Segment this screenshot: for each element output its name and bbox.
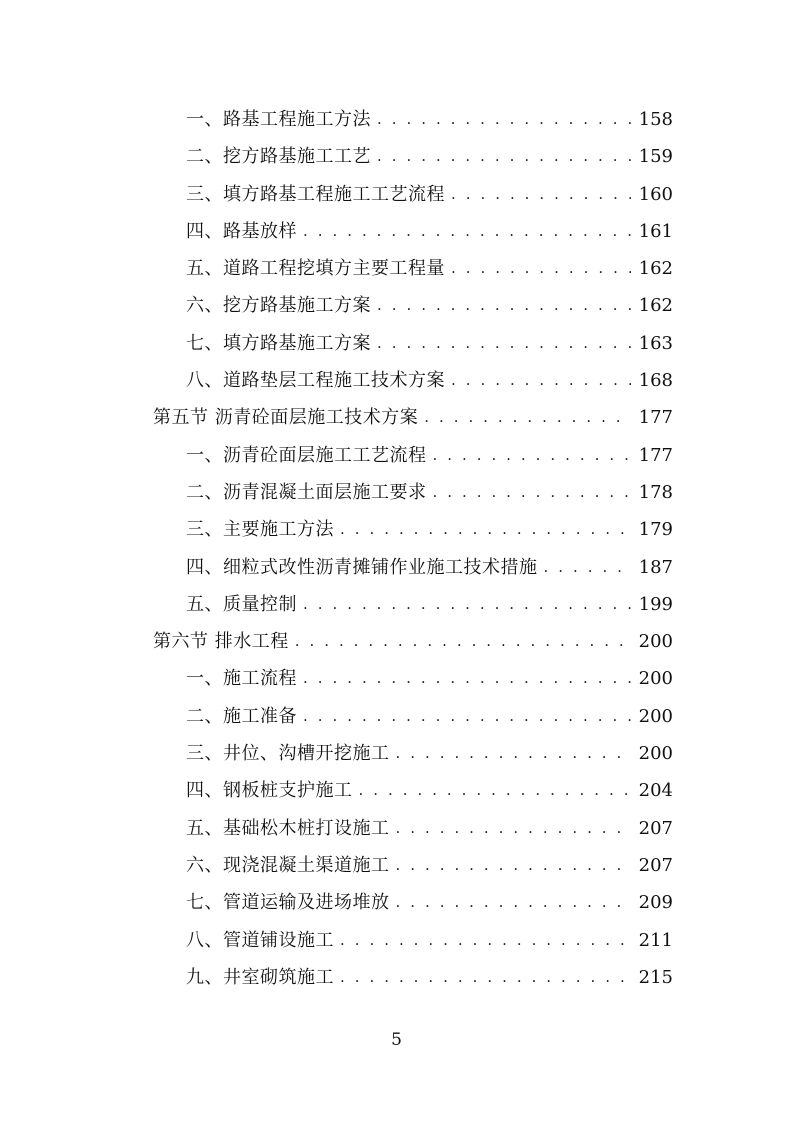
toc-entry-label: 四、细粒式改性沥青摊铺作业施工技术措施 (186, 556, 538, 578)
dot-leader (303, 698, 631, 735)
toc-entry[interactable] (0, 287, 793, 324)
toc-entry-page: 177 (638, 407, 673, 429)
toc-entry[interactable] (0, 325, 793, 362)
dot-leader (377, 138, 631, 175)
toc-entry[interactable] (0, 511, 793, 548)
toc-entry[interactable] (0, 176, 793, 213)
toc-entry-label: 九、井室砌筑施工 (186, 966, 334, 988)
toc-entry-label: 七、管道运输及进场堆放 (186, 892, 390, 914)
dot-leader (303, 586, 631, 623)
dot-leader (424, 399, 631, 436)
toc-entry[interactable] (0, 213, 793, 250)
dot-leader (451, 250, 631, 287)
toc-entry-label: 八、道路垫层工程施工技术方案 (186, 370, 445, 392)
toc-entry[interactable] (0, 698, 793, 735)
toc-entry[interactable] (0, 138, 793, 175)
toc-entry-label: 八、管道铺设施工 (186, 929, 334, 951)
toc-entry-label: 第五节 沥青砼面层施工技术方案 (153, 407, 419, 429)
dot-leader (451, 362, 631, 399)
toc-entry-label: 六、挖方路基施工方案 (186, 295, 371, 317)
toc-entry-label: 一、路基工程施工方法 (186, 109, 371, 130)
toc-entry-page: 207 (638, 854, 673, 876)
toc-entry-page: 200 (638, 631, 673, 653)
toc-entry-page: 204 (638, 780, 673, 802)
toc-entry[interactable] (0, 772, 793, 809)
toc-entry-page: 160 (638, 183, 673, 205)
toc-entry-label: 第六节 排水工程 (153, 631, 289, 653)
dot-leader (433, 437, 632, 474)
toc-entry[interactable] (0, 884, 793, 921)
toc-entry[interactable] (0, 847, 793, 884)
toc-section-entry[interactable] (0, 399, 793, 436)
toc-entry-label: 三、填方路基工程施工工艺流程 (186, 183, 445, 205)
toc-entry-label: 七、填方路基施工方案 (186, 332, 371, 354)
toc-entry-page: 159 (638, 146, 673, 168)
toc-entry-page: 161 (638, 220, 673, 242)
toc-entry[interactable] (0, 437, 793, 474)
dot-leader (359, 772, 632, 809)
dot-leader (433, 474, 632, 511)
toc-entry-label: 三、井位、沟槽开挖施工 (186, 743, 390, 765)
dot-leader (451, 176, 631, 213)
toc-entry-page: 187 (638, 556, 673, 578)
toc-entry-page: 200 (638, 705, 673, 727)
dot-leader (544, 549, 632, 586)
toc-entry-label: 五、质量控制 (186, 593, 297, 615)
toc-entry[interactable] (0, 362, 793, 399)
page-number: 5 (391, 1030, 402, 1050)
toc-entry-page: 199 (638, 593, 673, 615)
toc-entry-page: 163 (638, 332, 673, 354)
toc-entry-page: 179 (638, 519, 673, 541)
toc-entry-label: 四、路基放样 (186, 220, 297, 242)
toc-entry-label: 四、钢板桩支护施工 (186, 780, 353, 802)
toc-entry[interactable] (0, 922, 793, 959)
toc-entry-page: 168 (638, 370, 673, 392)
toc-entry-page: 209 (638, 892, 673, 914)
dot-leader (303, 213, 631, 250)
toc-entry-label: 三、主要施工方法 (186, 519, 334, 541)
toc-entry-label: 二、挖方路基施工工艺 (186, 146, 371, 168)
toc-entry-page: 162 (638, 295, 673, 317)
toc-entry-label: 五、道路工程挖填方主要工程量 (186, 258, 445, 280)
toc-entry[interactable] (0, 549, 793, 586)
dot-leader (396, 847, 632, 884)
toc-entry-label: 二、施工准备 (186, 705, 297, 727)
toc-entry-page: 158 (638, 109, 673, 130)
toc-entry-page: 178 (638, 481, 673, 503)
dot-leader (396, 884, 632, 921)
dot-leader (340, 511, 631, 548)
toc-section-entry[interactable] (0, 623, 793, 660)
toc-entry[interactable] (0, 586, 793, 623)
dot-leader (396, 810, 632, 847)
toc-entry-label: 五、基础松木桩打设施工 (186, 817, 390, 839)
toc-entry[interactable] (0, 735, 793, 772)
toc-entry-page: 162 (638, 258, 673, 280)
dot-leader (377, 101, 631, 138)
dot-leader (396, 735, 632, 772)
toc-entry-page: 207 (638, 817, 673, 839)
toc-entry-label: 二、沥青混凝土面层施工要求 (186, 481, 427, 503)
dot-leader (377, 287, 631, 324)
dot-leader (303, 660, 631, 697)
dot-leader (340, 922, 631, 959)
toc-entry-label: 一、施工流程 (186, 668, 297, 690)
toc-entry-label: 六、现浇混凝土渠道施工 (186, 854, 390, 876)
toc-entry[interactable] (0, 959, 793, 996)
toc-entry-page: 177 (638, 444, 673, 466)
toc-entry[interactable] (0, 101, 793, 138)
toc-entry[interactable] (0, 250, 793, 287)
toc-entry[interactable] (0, 660, 793, 697)
toc-entry[interactable] (0, 474, 793, 511)
toc-entry-page: 215 (638, 966, 673, 988)
toc-entry-page: 200 (638, 668, 673, 690)
table-of-contents (0, 101, 793, 996)
dot-leader (340, 959, 631, 996)
toc-entry[interactable] (0, 810, 793, 847)
toc-entry-page: 211 (638, 929, 673, 951)
toc-entry-page: 200 (638, 743, 673, 765)
dot-leader (295, 623, 631, 660)
dot-leader (377, 325, 631, 362)
toc-entry-label: 一、沥青砼面层施工工艺流程 (186, 444, 427, 466)
